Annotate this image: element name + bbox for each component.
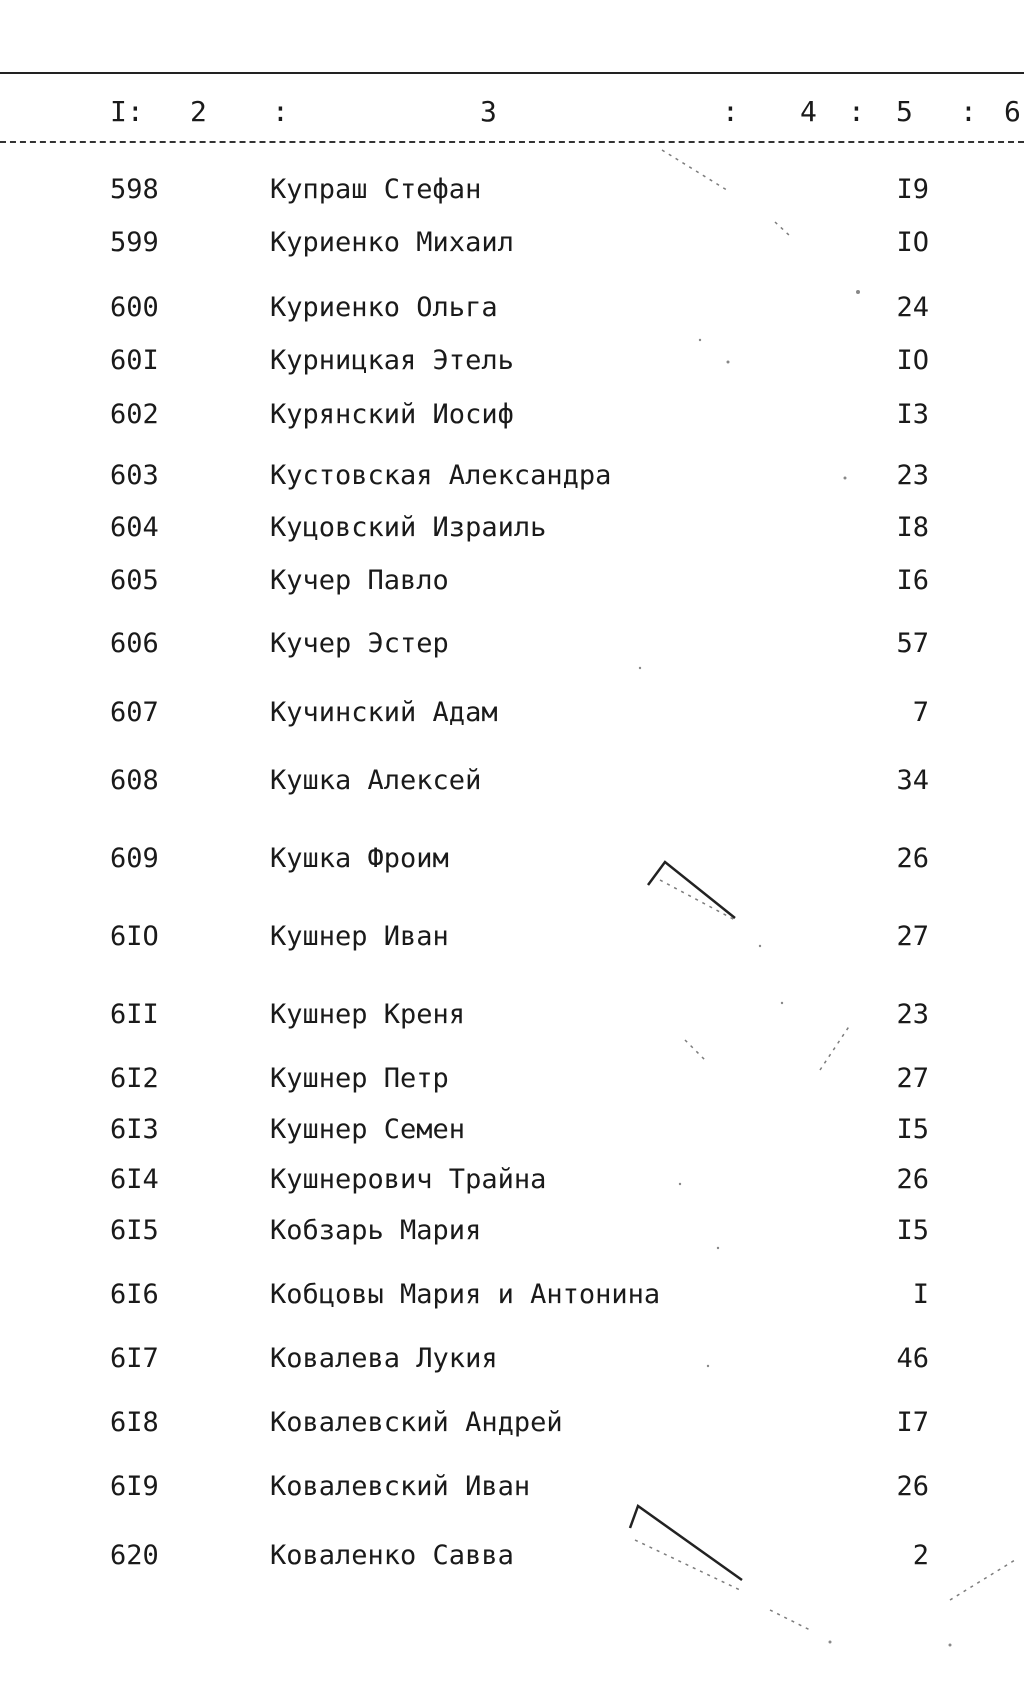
entry-name: Куриенко Михаил	[270, 227, 514, 258]
entry-name: Ковалева Лукия	[270, 1343, 498, 1374]
entry-number: 599	[110, 227, 159, 258]
entry-value: 34	[896, 765, 929, 796]
table-row	[0, 221, 1024, 265]
entry-number: 603	[110, 460, 159, 491]
entry-name: Курницкая Этель	[270, 345, 514, 376]
entry-number: 6I6	[110, 1279, 159, 1310]
entry-number: 6IO	[110, 921, 159, 952]
column-separator: :	[272, 95, 289, 128]
entry-name: Кушнерович Трайна	[270, 1164, 547, 1195]
entry-value: I	[912, 1279, 929, 1310]
column-separator: :	[722, 95, 739, 128]
column-header-5: 5	[896, 95, 913, 128]
entry-value: 26	[896, 1164, 929, 1195]
entry-name: Коваленко Савва	[270, 1540, 514, 1571]
entry-number: 604	[110, 512, 159, 543]
entry-name: Кучер Эстер	[270, 628, 449, 659]
entry-number: 60I	[110, 345, 159, 376]
entry-name: Кушнер Иван	[270, 921, 449, 952]
entry-value: IO	[896, 227, 929, 258]
entry-name: Ковалевский Иван	[270, 1471, 531, 1502]
table-row	[0, 759, 1024, 803]
entry-number: 6I9	[110, 1471, 159, 1502]
entry-value: 23	[896, 460, 929, 491]
entry-name: Кучинский Адам	[270, 697, 498, 728]
entry-value: 26	[896, 1471, 929, 1502]
column-header-2: 2	[190, 95, 207, 128]
table-row	[0, 915, 1024, 959]
table-row	[0, 837, 1024, 881]
entry-number: 608	[110, 765, 159, 796]
column-header-3: 3	[480, 95, 497, 128]
entry-number: 6I4	[110, 1164, 159, 1195]
entry-number: 600	[110, 292, 159, 323]
table-row	[0, 1158, 1024, 1202]
table-row	[0, 1401, 1024, 1445]
column-header-4: 4	[800, 95, 817, 128]
entry-value: I5	[896, 1114, 929, 1145]
table-row	[0, 691, 1024, 735]
entry-value: 23	[896, 999, 929, 1030]
table-row	[0, 1534, 1024, 1578]
table-row	[0, 286, 1024, 330]
entry-name: Курянский Иосиф	[270, 399, 514, 430]
table-row	[0, 1465, 1024, 1509]
entry-value: IO	[896, 345, 929, 376]
entry-value: 27	[896, 921, 929, 952]
column-separator: :	[960, 95, 977, 128]
table-row	[0, 454, 1024, 498]
entry-name: Купраш Стефан	[270, 174, 482, 205]
table-row	[0, 993, 1024, 1037]
entry-value: 26	[896, 843, 929, 874]
entry-name: Кустовская Александра	[270, 460, 612, 491]
table-row	[0, 339, 1024, 383]
table-row	[0, 622, 1024, 666]
entry-name: Куцовский Израиль	[270, 512, 547, 543]
entry-value: 27	[896, 1063, 929, 1094]
table-row	[0, 1209, 1024, 1253]
entry-value: I6	[896, 565, 929, 596]
entry-number: 605	[110, 565, 159, 596]
entry-number: 598	[110, 174, 159, 205]
entry-name: Кушка Фроим	[270, 843, 449, 874]
entry-number: 607	[110, 697, 159, 728]
entry-number: 6I7	[110, 1343, 159, 1374]
entry-value: 46	[896, 1343, 929, 1374]
table-row	[0, 1273, 1024, 1317]
entry-number: 6II	[110, 999, 159, 1030]
entry-name: Кобцовы Мария и Антонина	[270, 1279, 661, 1310]
entry-name: Кушнер Петр	[270, 1063, 449, 1094]
entry-value: 57	[896, 628, 929, 659]
entry-name: Куриенко Ольга	[270, 292, 498, 323]
entry-number: 602	[110, 399, 159, 430]
entry-name: Кучер Павло	[270, 565, 449, 596]
entry-value: 2	[912, 1540, 929, 1571]
table-row	[0, 168, 1024, 212]
table-row	[0, 506, 1024, 550]
entry-number: 6I3	[110, 1114, 159, 1145]
entry-value: 7	[912, 697, 929, 728]
table-row	[0, 393, 1024, 437]
table-row	[0, 559, 1024, 603]
entry-name: Кобзарь Мария	[270, 1215, 482, 1246]
entry-value: I9	[896, 174, 929, 205]
column-header-6: 6	[1004, 95, 1021, 128]
entry-value: I7	[896, 1407, 929, 1438]
entry-name: Ковалевский Андрей	[270, 1407, 563, 1438]
column-separator: :	[848, 95, 865, 128]
table-row	[0, 1057, 1024, 1101]
entry-value: I3	[896, 399, 929, 430]
entry-number: 6I5	[110, 1215, 159, 1246]
entry-value: 24	[896, 292, 929, 323]
entry-number: 6I2	[110, 1063, 159, 1094]
entry-name: Кушнер Креня	[270, 999, 466, 1030]
table-row	[0, 1108, 1024, 1152]
entry-number: 620	[110, 1540, 159, 1571]
entry-number: 6I8	[110, 1407, 159, 1438]
entry-name: Кушнер Семен	[270, 1114, 466, 1145]
entry-value: I8	[896, 512, 929, 543]
entry-name: Кушка Алексей	[270, 765, 482, 796]
table-row	[0, 1337, 1024, 1381]
column-header-1: I:	[110, 95, 144, 128]
entry-value: I5	[896, 1215, 929, 1246]
entry-number: 609	[110, 843, 159, 874]
entry-number: 606	[110, 628, 159, 659]
